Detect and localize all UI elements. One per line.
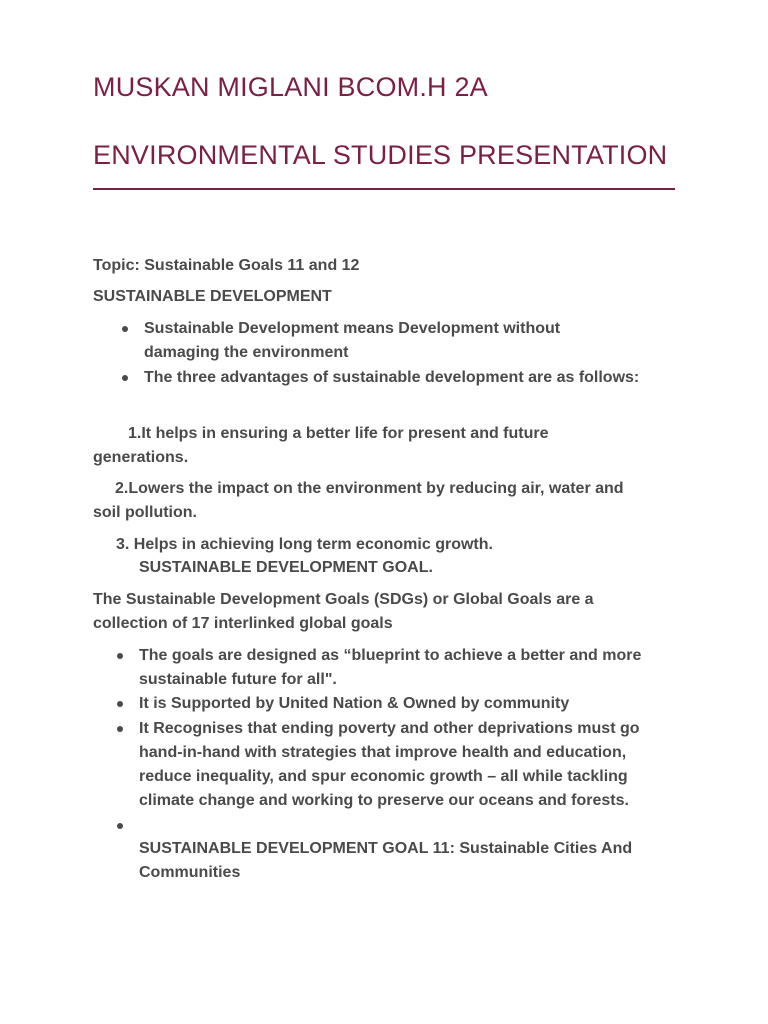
topic-line: Topic: Sustainable Goals 11 and 12 bbox=[93, 257, 360, 274]
bullet-dot bbox=[117, 701, 123, 707]
advantage-item: 2.Lowers the impact on the environment by reducing air, water and bbox=[115, 480, 624, 497]
author-heading: MUSKAN MIGLANI BCOM.H 2A bbox=[93, 72, 488, 102]
sdg-intro: collection of 17 interlinked global goals bbox=[93, 615, 393, 632]
presentation-title: ENVIRONMENTAL STUDIES PRESENTATION bbox=[93, 140, 668, 170]
bullet-dot bbox=[122, 375, 128, 381]
advantage-item: generations. bbox=[93, 449, 189, 466]
bullet-dot bbox=[117, 653, 123, 659]
bullet-text: sustainable future for all". bbox=[139, 671, 337, 688]
bullet-text: The goals are designed as “blueprint to achieve a better and more bbox=[139, 647, 642, 664]
bullet-text: It is Supported by United Nation & Owned by community bbox=[139, 695, 570, 712]
bullet-dot bbox=[122, 326, 128, 332]
bullet-dot bbox=[117, 823, 123, 829]
bullet-dot bbox=[117, 726, 123, 732]
advantage-item: 3. Helps in achieving long term economic growth. bbox=[116, 536, 493, 553]
title-underline bbox=[93, 188, 675, 190]
bullet-text: Sustainable Development means Development without bbox=[144, 320, 561, 337]
section-heading-sdg: SUSTAINABLE DEVELOPMENT GOAL. bbox=[139, 559, 433, 576]
bullet-text: hand-in-hand with strategies that improve health and education, bbox=[139, 744, 627, 761]
section-heading-sustainable-development: SUSTAINABLE DEVELOPMENT bbox=[93, 288, 332, 305]
advantage-item: soil pollution. bbox=[93, 504, 197, 521]
advantage-item: 1.It helps in ensuring a better life for present and future bbox=[128, 425, 549, 442]
goal-11-heading: Communities bbox=[139, 864, 241, 881]
bullet-text: climate change and working to preserve our oceans and forests. bbox=[139, 792, 629, 809]
bullet-text: damaging the environment bbox=[144, 344, 349, 361]
sdg-intro: The Sustainable Development Goals (SDGs) or Global Goals are a bbox=[93, 591, 594, 608]
goal-11-heading: SUSTAINABLE DEVELOPMENT GOAL 11: Sustainable Cities And bbox=[139, 840, 633, 857]
bullet-text: reduce inequality, and spur economic growth – all while tackling bbox=[139, 768, 628, 785]
bullet-text: The three advantages of sustainable development are as follows: bbox=[144, 369, 640, 386]
bullet-text: It Recognises that ending poverty and other deprivations must go bbox=[139, 720, 640, 737]
